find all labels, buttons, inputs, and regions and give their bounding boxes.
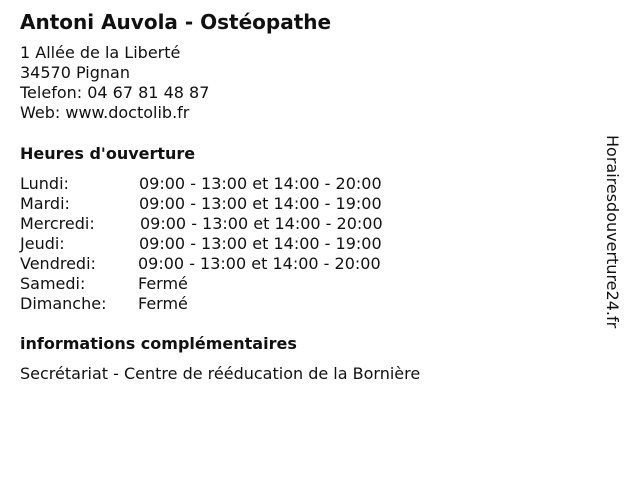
- website: Web: www.doctolib.fr: [20, 103, 190, 122]
- day-hours: 09:00 - 13:00 et 14:00 - 20:00: [140, 214, 383, 233]
- address-block: [20, 43, 209, 123]
- info-text: Secrétariat - Centre de rééducation de la Bornière: [20, 364, 421, 383]
- info-heading: informations complémentaires: [20, 334, 297, 353]
- day-hours: Fermé: [138, 274, 188, 293]
- day-hours: Fermé: [138, 294, 188, 313]
- day-label: Lundi:: [20, 174, 69, 193]
- day-label: Samedi:: [20, 274, 86, 293]
- day-label: Dimanche:: [20, 294, 107, 313]
- hours-heading: Heures d'ouverture: [20, 144, 196, 163]
- day-hours: 09:00 - 13:00 et 14:00 - 19:00: [139, 234, 382, 253]
- day-label: Mardi:: [20, 194, 70, 213]
- day-hours: 09:00 - 13:00 et 14:00 - 19:00: [139, 194, 382, 213]
- site-watermark: Horairesdouverture24.fr: [603, 135, 622, 329]
- day-label: Vendredi:: [20, 254, 96, 273]
- day-label: Mercredi:: [20, 214, 95, 233]
- phone-number: Telefon: 04 67 81 48 87: [20, 83, 210, 102]
- day-hours: 09:00 - 13:00 et 14:00 - 20:00: [138, 254, 381, 273]
- business-name: Antoni Auvola - Ostéopathe: [20, 10, 332, 34]
- address-street: 1 Allée de la Liberté: [20, 43, 181, 62]
- address-city: 34570 Pignan: [20, 63, 130, 82]
- day-hours: 09:00 - 13:00 et 14:00 - 20:00: [139, 174, 382, 193]
- day-label: Jeudi:: [20, 234, 65, 253]
